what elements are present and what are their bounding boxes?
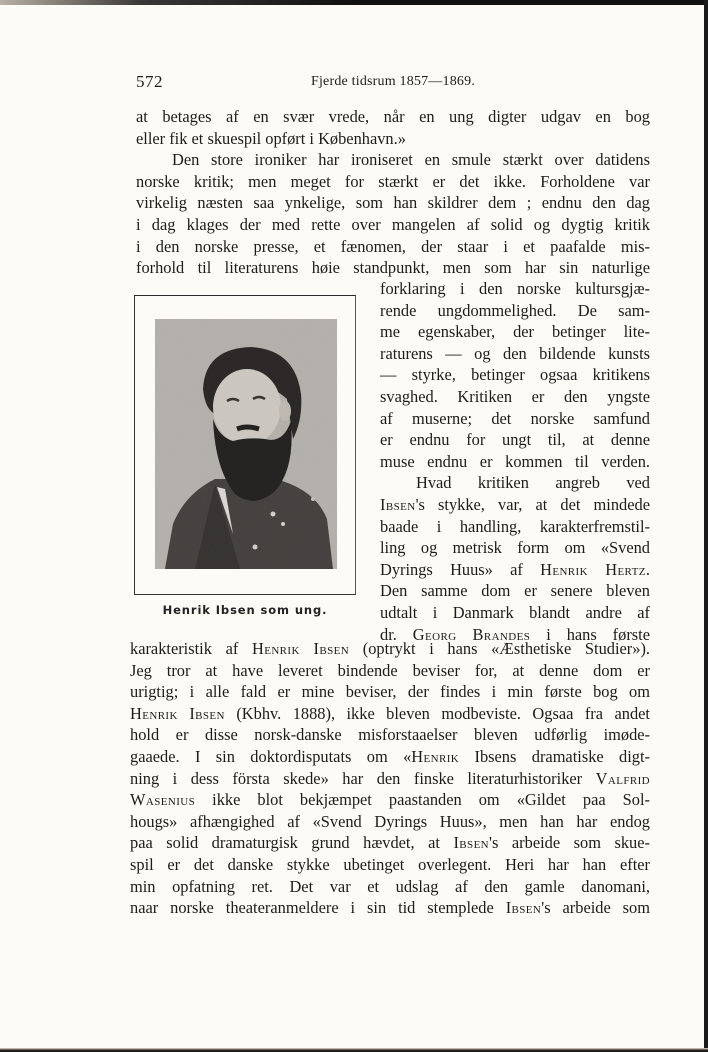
small-caps-name: Ibsen — [380, 494, 416, 514]
text-line: karakteristik af Henrik Ibsen (optrykt i hans «Æsthetiske Studier»). — [130, 639, 650, 658]
portrait-illustration-icon — [155, 319, 337, 569]
text-line: forklaring i den norske kultursgjæ- — [380, 279, 650, 298]
scan-border-bottom — [0, 1048, 708, 1052]
text-line: af muserne; det norske samfund — [380, 408, 650, 428]
text-line: min opfatning ret. Det var et udslag af den gamle danomani, — [130, 876, 650, 896]
small-caps-name: Henrik — [411, 746, 460, 766]
paragraph-block-top — [136, 106, 650, 279]
text-line: paa solid dramaturgisk grund hævdet, at Ibsen's arbeide som skue- — [130, 833, 650, 853]
text-line: Henrik Ibsen (Kbhv. 1888), ikke bleven modbeviste. Ogsaa fra andet — [130, 703, 650, 723]
text-line: at betages af en svær vrede, når en ung digter udgav en bog — [136, 107, 650, 126]
text-line: Den samme dom er senere bleven — [380, 581, 650, 601]
small-caps-name: Henrik — [251, 639, 300, 658]
small-caps-name: Ibsen — [505, 898, 542, 918]
text-line: ning i dess första skede» har den finske literaturhistoriker Valfrid — [130, 768, 650, 788]
text-line: rende ungdommelighed. De sam- — [380, 300, 650, 320]
text-line: i den norske presse, et fænomen, der staar i et paafalde mis- — [136, 236, 650, 256]
text-line: Hvad kritiken angreb ved — [416, 473, 650, 493]
portrait-figure — [134, 295, 356, 617]
text-line: er endnu for ungt til, at denne — [380, 430, 650, 450]
text-line: Wasenius ikke blot bekjæmpet paastanden om «Gildet paa Sol- — [130, 790, 650, 810]
text-line: eller fik et skuespil opført i København.» — [136, 128, 406, 148]
small-caps-name: Wasenius — [130, 790, 196, 810]
text-line: Dyrings Huus» af Henrik Hertz. — [380, 559, 650, 579]
text-line: virkelig næsten saa ynkelige, som han skildrer dem ; endnu den dag — [136, 193, 650, 213]
text-line: ling og metrisk form om «Svend — [380, 538, 650, 558]
small-caps-name: Ibsen — [189, 703, 225, 723]
text-line: udtalt i Danmark blandt andre af — [380, 602, 650, 622]
text-line: i dag klages der med rette over mangelen af solid og dygtig kritik — [136, 214, 650, 234]
text-line: Jeg tror at have leveret bindende beviser for, at denne dom er — [130, 660, 650, 680]
text-line: hold er disse norsk-danske misforstaaelser bleven udførlig imøde- — [130, 725, 650, 745]
text-line: muse endnu er kommen til verden. — [380, 451, 650, 471]
paragraph-block-beside-figure — [380, 278, 650, 645]
text-line: Den store ironiker har ironiseret en smule stærkt over datidens — [172, 150, 650, 170]
small-caps-name: Henrik — [130, 703, 178, 723]
small-caps-name: Valfrid — [595, 768, 650, 788]
small-caps-name: Ibsen — [313, 639, 350, 658]
small-caps-name: Brandes — [472, 624, 531, 644]
text-line: dr. Georg Brandes i hans første — [380, 624, 650, 644]
text-line: hougs» afhængighed af «Svend Dyrings Huus», men han har endog — [130, 811, 650, 831]
text-line: forhold til literaturens høie standpunkt, men som har sin naturlige — [136, 258, 650, 278]
text-line: spil er det danske stykke ubetinget overlegent. Heri har han efter — [130, 854, 650, 874]
text-line: gaaede. I sin doktordisputats om «Henrik Ibsens dramatiske digt- — [130, 746, 651, 766]
text-line: svaghed. Kritiken er den yngste — [380, 386, 650, 406]
small-caps-name: Georg — [412, 624, 457, 644]
text-line: baade i handling, karakterfremstil- — [380, 516, 650, 536]
text-line: naar norske theateranmeldere i sin tid stemplede Ibsen's arbeide som — [130, 898, 651, 918]
text-line: — styrke, betinger ogsaa kritikens — [380, 365, 650, 385]
text-line: raturens — og den bildende kunsts — [380, 343, 650, 363]
text-line: Ibsen's stykke, var, at det mindede — [380, 494, 650, 514]
small-caps-name: Hertz — [605, 559, 646, 579]
paragraph-block-bottom — [130, 638, 650, 919]
text-line: norske kritik; men meget for stærkt er det ikke. Forholdene var — [136, 171, 650, 191]
small-caps-name: Ibsen — [453, 833, 490, 853]
portrait-photo — [155, 319, 337, 569]
running-head — [136, 72, 650, 94]
text-line: me egenskaber, der betinger lite- — [380, 322, 650, 342]
text-line: urigtig; i alle fald er mine beviser, der findes i min første bog om — [130, 682, 650, 702]
scan-border-right — [704, 0, 708, 1052]
small-caps-name: Henrik — [540, 559, 588, 579]
running-title: Fjerde tidsrum 1857—1869. — [310, 74, 476, 89]
figure-frame — [134, 295, 356, 595]
figure-caption: Henrik Ibsen som ung. — [162, 603, 328, 617]
page-number: 572 — [136, 72, 163, 91]
